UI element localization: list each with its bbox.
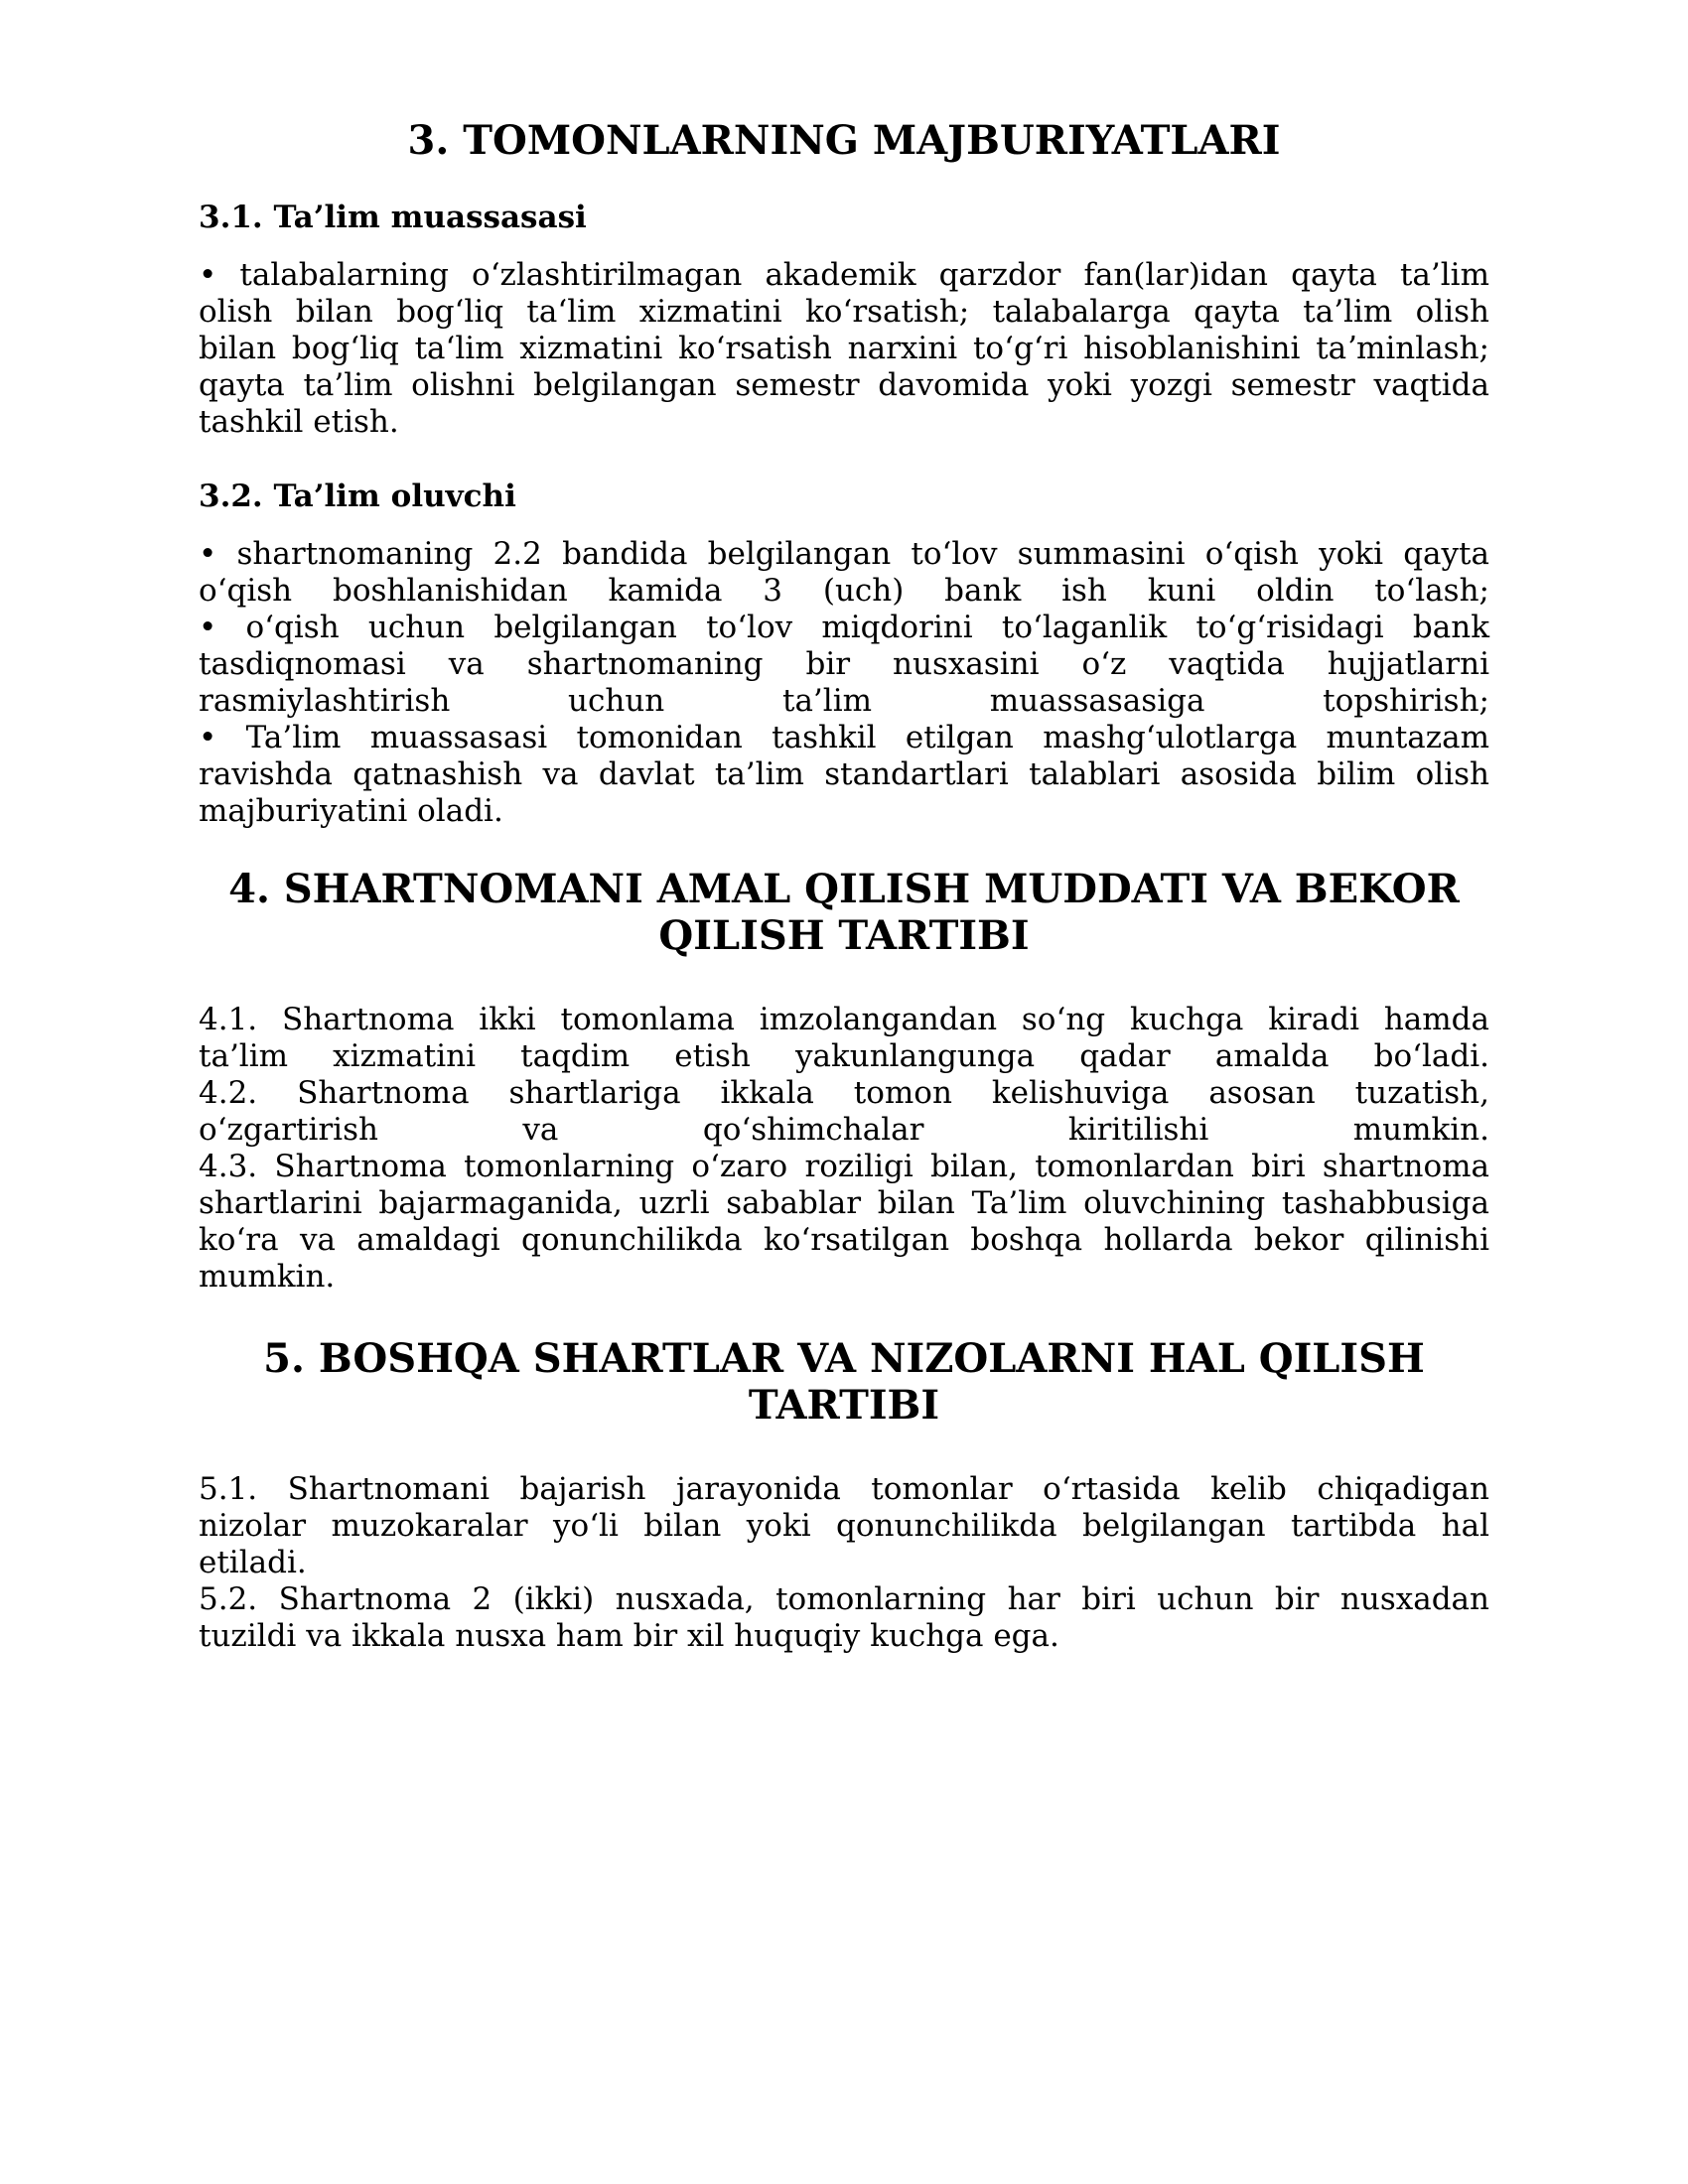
paragraph-line: olish bilan bogʻliq taʻlim xizmatini koʻrsatish; talabalarga qayta ta’lim olish [199,294,1489,330]
paragraph-line: mumkin. [199,1259,336,1295]
section-5-body [199,1471,1489,1655]
section-4-title [199,866,1489,959]
section-title-line: TARTIBI [748,1382,940,1429]
paragraph-line: bilan bogʻliq taʻlim xizmatini koʻrsatish narxini toʻgʻri hisoblanishini taʼminlash; [199,331,1489,366]
paragraph-line: rasmiylashtirish uchun ta’lim muassasasiga topshirish; [199,683,1489,719]
paragraph-line: tasdiqnomasi va shartnomaning bir nusxasini oʻz vaqtida hujjatlarni [199,646,1489,682]
paragraph-line: qayta ta’lim olishni belgilangan semestr davomida yoki yozgi semestr vaqtida [199,367,1489,403]
paragraph-line: koʻra va amaldagi qonunchilikda koʻrsatilgan boshqa hollarda bekor qilinishi [199,1222,1489,1258]
paragraph-line: 5.2. Shartnoma 2 (ikki) nusxada, tomonlarning har biri uchun bir nusxadan [199,1581,1489,1617]
paragraph-line: majburiyatini oladi. [199,793,503,829]
paragraph-line: 4.1. Shartnoma ikki tomonlama imzolangandan soʻng kuchga kiradi hamda [199,1002,1489,1037]
paragraph-line: 4.3. Shartnoma tomonlarning oʻzaro roziligi bilan, tomonlardan biri shartnoma [199,1149,1489,1184]
paragraph-line: oʻqish boshlanishidan kamida 3 (uch) bank ish kuni oldin toʻlash; [199,573,1489,609]
paragraph-line: 5.1. Shartnomani bajarish jarayonida tomonlar oʻrtasida kelib chiqadigan [199,1471,1489,1507]
paragraph-line: • oʻqish uchun belgilangan toʻlov miqdorini toʻlaganlik toʻgʻrisidagi bank [199,610,1489,645]
paragraph-line: • Ta’lim muassasasi tomonidan tashkil etilgan mashgʻulotlarga muntazam [199,720,1489,755]
subsection-3-1-body [199,257,1489,441]
paragraph-line: oʻzgartirish va qoʻshimchalar kiritilishi mumkin. [199,1112,1489,1148]
section-title-line: 5. BOSHQA SHARTLAR VA NIZOLARNI HAL QILISH [263,1335,1425,1382]
section-title-line: QILISH TARTIBI [658,912,1030,959]
paragraph-line: ta’lim xizmatini taqdim etish yakunlangunga qadar amalda boʻladi. [199,1038,1489,1074]
paragraph-line: nizolar muzokaralar yoʻli bilan yoki qonunchilikda belgilangan tartibda hal [199,1508,1489,1544]
subsection-3-1-title: 3.1. Ta’lim muassasasi [199,200,587,235]
section-5-title [199,1335,1489,1429]
paragraph-line: 4.2. Shartnoma shartlariga ikkala tomon kelishuviga asosan tuzatish, [199,1075,1489,1111]
paragraph-line: • shartnomaning 2.2 bandida belgilangan toʻlov summasini oʻqish yoki qayta [199,536,1489,572]
subsection-3-2-body [199,536,1489,830]
subsection-3-2-title: 3.2. Ta’lim oluvchi [199,478,516,514]
paragraph-line: tashkil etish. [199,404,399,440]
paragraph-line: tuzildi va ikkala nusxa ham bir xil huquqiy kuchga ega. [199,1618,1059,1654]
paragraph-line: ravishda qatnashish va davlat ta’lim standartlari talablari asosida bilim olish [199,756,1489,792]
section-4-body [199,1002,1489,1296]
paragraph-line: shartlarini bajarmaganida, uzrli sabablar bilan Ta’lim oluvchining tashabbusiga [199,1185,1489,1221]
section-3-title: 3. TOMONLARNING MAJBURIYATLARI [407,117,1281,164]
paragraph-line: etiladi. [199,1545,307,1580]
section-title-line: 4. SHARTNOMANI AMAL QILISH MUDDATI VA BEKOR [228,866,1460,912]
paragraph-line: • talabalarning oʻzlashtirilmagan akademik qarzdor fan(lar)idan qayta ta’lim [199,257,1489,293]
